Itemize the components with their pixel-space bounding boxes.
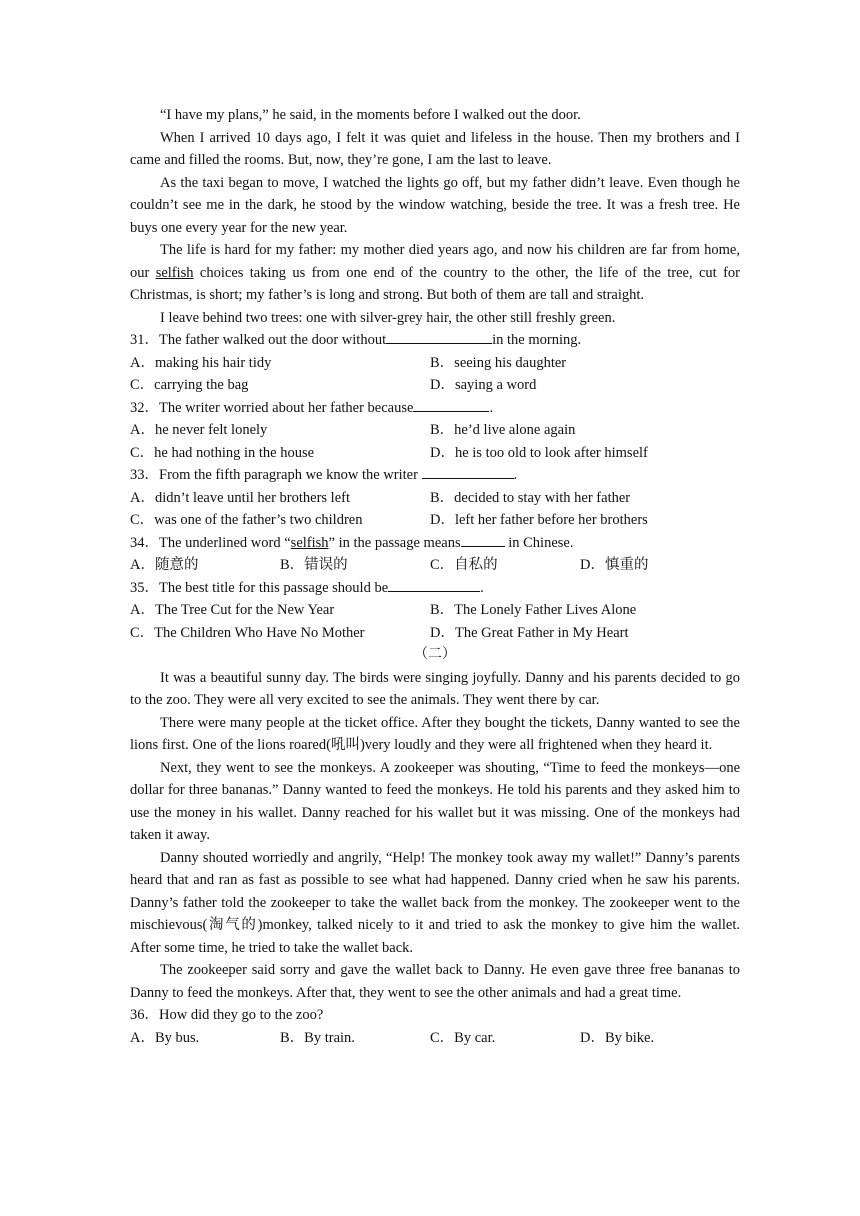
underlined-word: selfish: [290, 534, 329, 551]
question-stem: 33．From the fifth paragraph we know the writer: [130, 467, 422, 483]
question-stem-end: .: [513, 467, 518, 483]
option-a: A．随意的: [130, 557, 199, 573]
question-stem: 31．The father walked out the door without: [130, 332, 387, 348]
passage1-paragraph: I leave behind two trees: one with silver-grey hair, the other still freshly green.: [160, 309, 616, 326]
question-33: [130, 464, 740, 487]
options-row: [130, 487, 740, 510]
option-c: C．was one of the father’s two children: [130, 512, 363, 528]
option-a: A．he never felt lonely: [130, 422, 268, 438]
answer-blank: [388, 577, 480, 592]
answer-blank: [413, 397, 489, 412]
option-a: A．didn’t leave until her brothers left: [130, 489, 350, 506]
option-b: B．The Lonely Father Lives Alone: [430, 602, 637, 618]
option-d: D．By bike.: [580, 1029, 655, 1046]
options-row: [130, 442, 740, 465]
option-a: A．making his hair tidy: [130, 354, 272, 371]
passage2-paragraph: Next, they went to see the monkeys. A zookeeper was shouting, “Time to feed the monkeys—one dollar for three bananas.” Danny wanted to feed the monkeys. He told his parents and they asked him to use the money in his wallet. Danny reached for his wallet but it was missing. One of the monkeys had taken it away.: [130, 759, 740, 843]
option-d: D．he is too old to look after himself: [430, 444, 648, 461]
passage2-paragraph: It was a beautiful sunny day. The birds were singing joyfully. Danny and his parents decided to go to the zoo. They were all very excited to see the animals. They went there by car.: [130, 669, 740, 708]
text-run: choices taking us from one end of the country to the other, the life of the tree, cut for Christmas, is short; my father’s is long and strong. But both of them are tall and straight.: [130, 264, 740, 303]
answer-blank: [386, 329, 492, 344]
option-a: A．The Tree Cut for the New Year: [130, 602, 335, 618]
question-stem: 34．The underlined word “: [130, 534, 291, 551]
options-row: [130, 554, 740, 577]
option-d: D．saying a word: [430, 377, 537, 393]
section-heading: （二）: [414, 647, 456, 662]
option-c: C．By car.: [430, 1029, 496, 1046]
question-stem-end: in the morning.: [492, 332, 582, 348]
option-c: C．The Children Who Have No Mother: [130, 624, 365, 641]
passage2-paragraph: The zookeeper said sorry and gave the wallet back to Danny. He even gave three free bananas to Danny to feed the monkeys. After that, they went to see the other animals and had a great time.: [130, 962, 740, 1001]
question-36: 36．How did they go to the zoo?: [130, 1007, 324, 1023]
options-row: [130, 374, 740, 397]
passage1-paragraph: As the taxi began to move, I watched the lights go off, but my father didn’t leave. Even though he couldn’t see me in the dark, he stood by the window watching, beside the tree. It was a fresh tree. He buys one every year for the new year.: [130, 174, 740, 236]
question-stem: 32．The writer worried about her father because: [130, 399, 414, 416]
options-row: [130, 352, 740, 375]
question-31: [130, 329, 740, 352]
options-row: [130, 419, 740, 442]
options-row: [130, 1027, 740, 1050]
question-stem-end: .: [480, 579, 484, 596]
options-row: [130, 599, 740, 622]
text-run: The life is hard for my father: my mother died years ago, and now his children are far from home, our: [130, 242, 740, 281]
question-stem-middle: ” in the passage means: [328, 534, 461, 551]
passage2-paragraph: There were many people at the ticket office. After they bought the tickets, Danny wanted to see the lions first. One of the lions roared(吼叫)very loudly and they were all frightened when they heard it.: [130, 714, 740, 753]
option-c: C．自私的: [430, 557, 498, 573]
option-b: B．seeing his daughter: [430, 354, 567, 371]
option-b: B．decided to stay with her father: [430, 489, 631, 506]
option-d: D．left her father before her brothers: [430, 512, 648, 528]
underlined-word: selfish: [155, 264, 194, 281]
option-c: C．carrying the bag: [130, 377, 249, 393]
question-stem-end: in Chinese.: [504, 534, 574, 551]
passage1-paragraph: [130, 239, 740, 307]
document-page: [130, 104, 740, 1049]
option-a: A．By bus.: [130, 1029, 200, 1046]
question-32: [130, 397, 740, 420]
question-34: [130, 532, 740, 555]
question-stem-end: .: [489, 399, 494, 416]
answer-blank: [461, 532, 505, 547]
option-b: B．错误的: [280, 557, 348, 573]
passage1-paragraph: “I have my plans,” he said, in the moments before I walked out the door.: [160, 107, 581, 123]
options-row: [130, 509, 740, 532]
option-b: B．By train.: [280, 1029, 355, 1046]
option-c: C．he had nothing in the house: [130, 444, 315, 461]
option-d: D．慎重的: [580, 557, 649, 573]
answer-blank: [422, 464, 514, 479]
question-stem: 35．The best title for this passage should be: [130, 579, 389, 596]
options-row: [130, 622, 740, 645]
option-d: D．The Great Father in My Heart: [430, 624, 629, 641]
question-35: [130, 577, 740, 600]
option-b: B．he’d live alone again: [430, 422, 576, 438]
passage2-paragraph: Danny shouted worriedly and angrily, “Help! The monkey took away my wallet!” Danny’s parents heard that and ran as fast as possible to see what had happened. Danny cried when he saw his parents. Danny’s father told the zookeeper to take the wallet back from the monkey. The zookeeper went to the mischievous(淘气的)monkey, talked nicely to it and tried to ask the monkey to give him the wallet. After some time, he tried to take the wallet back.: [130, 849, 740, 956]
passage1-paragraph: When I arrived 10 days ago, I felt it was quiet and lifeless in the house. Then my brothers and I came and filled the rooms. But, now, they’re gone, I am the last to leave.: [130, 129, 740, 168]
